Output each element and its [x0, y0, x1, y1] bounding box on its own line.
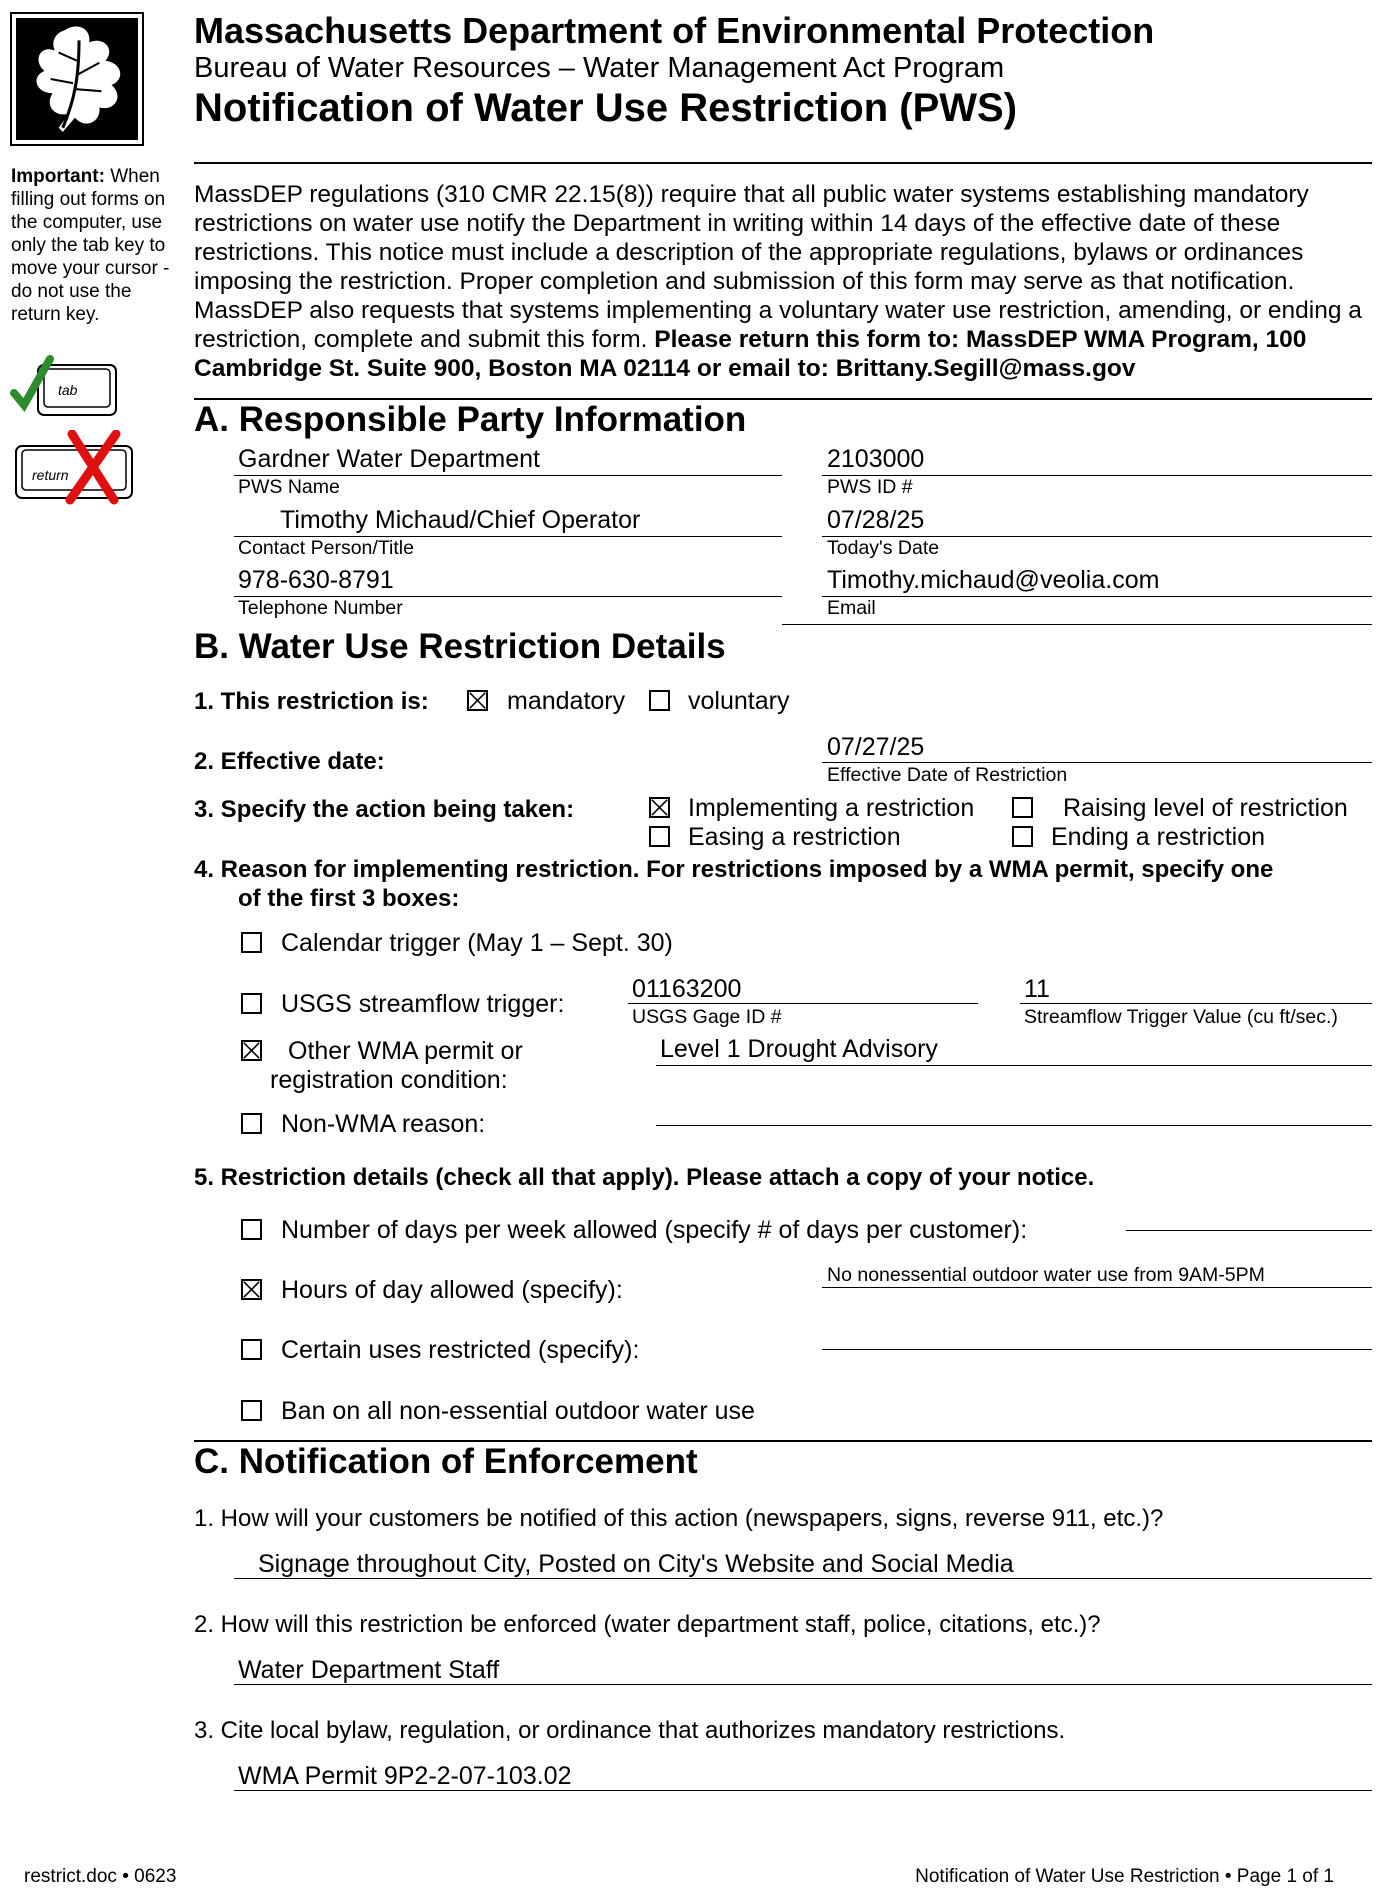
contact-label: Contact Person/Title	[238, 537, 414, 559]
calendar-trigger-checkbox[interactable]	[241, 932, 262, 953]
side-note-label: Important:	[11, 166, 105, 187]
effective-date-line	[822, 762, 1372, 763]
bylaw-question: 3. Cite local bylaw, regulation, or ordinance that authorizes mandatory restrictions.	[194, 1717, 1066, 1744]
return-key-label: return	[32, 467, 69, 483]
ending-checkbox[interactable]	[1012, 826, 1033, 847]
usgs-trigger-checkbox[interactable]	[241, 993, 262, 1014]
footer-doc-id: restrict.doc • 0623	[24, 1866, 177, 1887]
telephone-label: Telephone Number	[238, 597, 403, 619]
restriction-type-label: 1. This restriction is:	[194, 688, 429, 715]
non-wma-label: Non-WMA reason:	[281, 1110, 486, 1138]
days-per-week-line	[1126, 1230, 1372, 1231]
contact-value[interactable]: Timothy Michaud/Chief Operator	[280, 506, 641, 534]
email-value[interactable]: Timothy.michaud@veolia.com	[827, 566, 1160, 594]
usgs-trigger-label: USGS streamflow trigger:	[281, 990, 565, 1018]
side-note-text: When filling out forms on the computer, use only the tab key to move your cursor - do not use the return key.	[11, 166, 170, 325]
certain-uses-line	[822, 1349, 1372, 1350]
side-note	[11, 165, 176, 326]
effective-date-caption: Effective Date of Restriction	[827, 764, 1068, 786]
notify-question: 1. How will your customers be notified of this action (newspapers, signs, reverse 911, etc.)?	[194, 1505, 1164, 1532]
gage-id-value[interactable]: 01163200	[632, 975, 742, 1003]
email-label: Email	[827, 597, 876, 619]
trigger-value-line	[1020, 1003, 1372, 1004]
form-title: Notification of Water Use Restriction (PWS)	[194, 86, 1018, 130]
telephone-value[interactable]: 978-630-8791	[238, 566, 394, 594]
section-a-heading: A. Responsible Party Information	[194, 400, 747, 439]
raising-label: Raising level of restriction	[1063, 794, 1348, 822]
todays-date-label: Today's Date	[827, 537, 940, 559]
non-wma-checkbox[interactable]	[241, 1113, 262, 1134]
calendar-trigger-label: Calendar trigger (May 1 – Sept. 30)	[281, 929, 673, 957]
trigger-value-caption: Streamflow Trigger Value (cu ft/sec.)	[1024, 1006, 1338, 1028]
non-wma-line	[656, 1125, 1372, 1126]
bylaw-line	[234, 1790, 1372, 1791]
footer-page-info: Notification of Water Use Restriction • Page 1 of 1	[915, 1866, 1334, 1887]
raising-checkbox[interactable]	[1012, 797, 1033, 818]
ending-label: Ending a restriction	[1051, 823, 1266, 851]
other-wma-label-line2: registration condition:	[270, 1066, 508, 1094]
mandatory-label: mandatory	[507, 687, 626, 715]
return-key-graphic	[14, 430, 139, 505]
gage-id-caption: USGS Gage ID #	[632, 1006, 782, 1028]
hours-of-day-line	[822, 1287, 1372, 1288]
other-wma-line	[656, 1065, 1372, 1066]
effective-date-label: 2. Effective date:	[194, 748, 385, 775]
header-divider	[194, 162, 1372, 164]
bylaw-answer[interactable]: WMA Permit 9P2-2-07-103.02	[238, 1762, 572, 1790]
intro-paragraph	[194, 180, 1374, 383]
pws-name-value[interactable]: Gardner Water Department	[238, 445, 540, 473]
effective-date-value[interactable]: 07/27/25	[827, 733, 925, 761]
department-title: Massachusetts Department of Environmental Protection	[194, 10, 1155, 51]
gage-id-line	[628, 1003, 978, 1004]
easing-label: Easing a restriction	[688, 823, 901, 851]
certain-uses-label: Certain uses restricted (specify):	[281, 1336, 640, 1364]
notify-answer[interactable]: Signage throughout City, Posted on City's Website and Social Media	[258, 1550, 1014, 1578]
implementing-label: Implementing a restriction	[688, 794, 975, 822]
hours-of-day-checkbox[interactable]	[241, 1279, 262, 1300]
reason-label-line2: of the first 3 boxes:	[238, 885, 460, 912]
ban-checkbox[interactable]	[241, 1400, 262, 1421]
other-wma-label-line1: Other WMA permit or	[288, 1037, 523, 1065]
section-b-heading: B. Water Use Restriction Details	[194, 627, 726, 666]
intro-text: MassDEP regulations (310 CMR 22.15(8)) require that all public water systems establishing mandatory restrictions on water use notify the Department in writing within 14 days of the effective date of these restrictions. This notice must include a description of the appropriate regulations, bylaws or ordinances imposing the restriction. Proper completion and submission of this form may serve as that notification. MassDEP also requests that systems implementing a voluntary water use restriction, amending, or ending a restriction, complete and submit this form.	[194, 181, 1362, 353]
days-per-week-checkbox[interactable]	[241, 1219, 262, 1240]
section-c-heading: C. Notification of Enforcement	[194, 1442, 698, 1481]
action-label: 3. Specify the action being taken:	[194, 796, 575, 823]
massdep-logo	[10, 12, 144, 146]
pws-id-value[interactable]: 2103000	[827, 445, 925, 473]
enforce-question: 2. How will this restriction be enforced (water department staff, police, citations, etc.)?	[194, 1611, 1101, 1638]
tab-key-graphic	[10, 355, 120, 420]
mandatory-checkbox[interactable]	[467, 690, 488, 711]
voluntary-checkbox[interactable]	[649, 690, 670, 711]
voluntary-label: voluntary	[688, 687, 790, 715]
bureau-subtitle: Bureau of Water Resources – Water Management Act Program	[194, 52, 1005, 84]
pws-id-label: PWS ID #	[827, 476, 913, 498]
oak-leaf-icon	[16, 18, 138, 140]
certain-uses-checkbox[interactable]	[241, 1339, 262, 1360]
section-a-bottom-line	[782, 624, 1372, 625]
tab-key-label: tab	[58, 382, 78, 398]
other-wma-checkbox[interactable]	[241, 1040, 262, 1061]
easing-checkbox[interactable]	[649, 826, 670, 847]
hours-of-day-label: Hours of day allowed (specify):	[281, 1276, 623, 1304]
email-line	[822, 596, 1372, 597]
trigger-value-value[interactable]: 11	[1024, 975, 1050, 1003]
implementing-checkbox[interactable]	[649, 797, 670, 818]
hours-of-day-value[interactable]: No nonessential outdoor water use from 9AM-5PM	[827, 1264, 1265, 1286]
todays-date-value[interactable]: 07/28/25	[827, 506, 925, 534]
other-wma-value[interactable]: Level 1 Drought Advisory	[660, 1035, 938, 1063]
ban-label: Ban on all non-essential outdoor water use	[281, 1397, 755, 1425]
reason-label-line1: 4. Reason for implementing restriction. For restrictions imposed by a WMA permit, specify one	[194, 856, 1274, 883]
restriction-details-label: 5. Restriction details (check all that apply). Please attach a copy of your notice.	[194, 1164, 1095, 1191]
enforce-line	[234, 1684, 1372, 1685]
days-per-week-label: Number of days per week allowed (specify # of days per customer):	[281, 1216, 1028, 1244]
enforce-answer[interactable]: Water Department Staff	[238, 1656, 500, 1684]
pws-name-label: PWS Name	[238, 476, 340, 498]
return-instructions: Please return this form to: MassDEP WMA Program, 100 Cambridge St. Suite 900, Boston MA 02114 or email to: Brittany.Segill@mass.gov	[194, 326, 1307, 382]
notify-line	[234, 1578, 1372, 1579]
